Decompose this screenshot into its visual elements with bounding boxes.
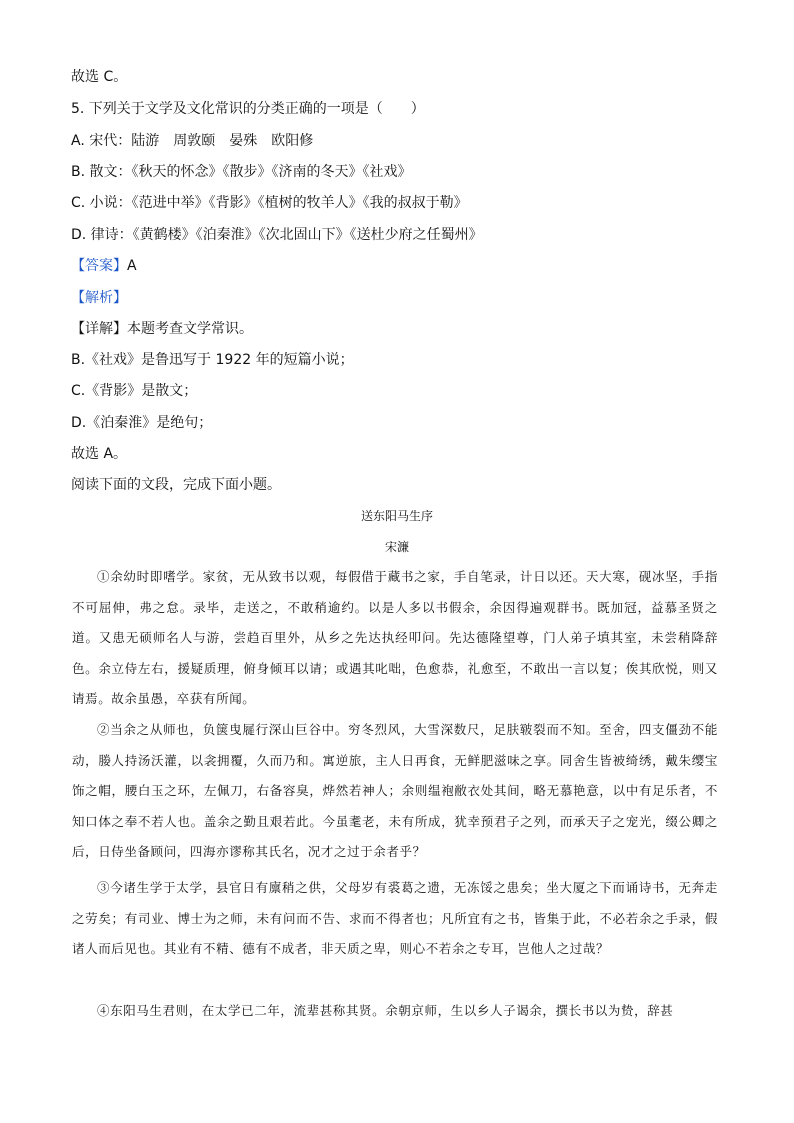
option-c: C. 小说：《范进中举》《背影》《植树的牧羊人》《我的叔叔于勒》 [71,195,468,211]
option-a: A. 宋代：陆游 周敦颐 晏殊 欧阳修 [71,133,314,149]
answer-line [71,257,137,275]
passage-author: 宋濂 [384,540,409,554]
explanation-d: D.《泊秦淮》是绝句； [71,415,213,431]
option-b: B. 散文：《秋天的怀念》《散步》《济南的冬天》《社戏》 [71,164,412,180]
conclusion-line-a: 故选 A。 [71,446,128,462]
passage-title: 送东阳马生序 [360,509,433,523]
analysis-label: 【解析】 [71,290,127,306]
answer-value: A [127,258,137,274]
detail-text: 本题考查文学常识。 [127,321,253,337]
reading-instruction: 阅读下面的文段，完成下面小题。 [71,477,281,493]
passage-paragraph-1: ①余幼时即嗜学。家贫，无从致书以观，每假借于藏书之家，手自笔录，计日以还。天大寒，砚冰坚，手指不可屈伸，弗之怠。录毕，走送之，不敢稍逾约。以是人多以书假余，余因得遍观群书。既加冠，益慕圣贤之道。又患无硕师名人与游，尝趋百里外，从乡之先达执经叩问。先达德隆望尊，门人弟子填其室，未尝稍降辞色。余立侍左右，援疑质理，俯身倾耳以请；或遇其叱咄，色愈恭，礼愈至，不敢出一言以复；俟其欣悦，则又请焉。故余虽愚，卒获有所闻。 [72,569,718,706]
explanation-c: C.《背影》是散文； [71,383,198,399]
passage-paragraph-3: ③今诸生学于太学，县官日有廪稍之供，父母岁有裘葛之遗，无冻馁之患矣；坐大厦之下而诵诗书，无奔走之劳矣；有司业、博士为之师，未有问而不告、求而不得者也；凡所宜有之书，皆集于此，不必若余之手录，假诸人而后见也。其业有不精、德有不成者，非天质之卑，则心不若余之专耳，岂他人之过哉？ [72,880,718,956]
passage-paragraph-2: ②当余之从师也，负箧曳屣行深山巨谷中。穷冬烈风，大雪深数尺，足肤皲裂而不知。至舍，四支僵劲不能动，媵人持汤沃灌，以衾拥覆，久而乃和。寓逆旅，主人日再食，无鲜肥滋味之享。同舍生皆被绮绣，戴朱缨宝饰之帽，腰白玉之环，左佩刀，右备容臭，烨然若神人；余则缊袍敝衣处其间，略无慕艳意，以中有足乐者，不知口体之奉不若人也。盖余之勤且艰若此。今虽耄老，未有所成，犹幸预君子之列，而承天子之宠光，缀公卿之后，日侍坐备顾问，四海亦谬称其氏名，况才之过于余者乎？ [72,722,718,859]
question-5: 5. 下列关于文学及文化常识的分类正确的一项是（ ） [71,101,425,117]
answer-label: 【答案】 [71,258,127,274]
conclusion-line-c: 故选 C。 [71,69,128,85]
detail-label: 【详解】 [71,321,127,337]
passage-paragraph-4: ④东阳马生君则，在太学已二年，流辈甚称其贤。余朝京师，生以乡人子谒余，撰长书以为贽，辞甚 [97,1003,674,1018]
option-d: D. 律诗：《黄鹤楼》《泊秦淮》《次北固山下》《送杜少府之任蜀州》 [71,227,483,243]
detail-line [71,320,253,338]
explanation-b: B.《社戏》是鲁迅写于 1922 年的短篇小说； [71,352,354,368]
